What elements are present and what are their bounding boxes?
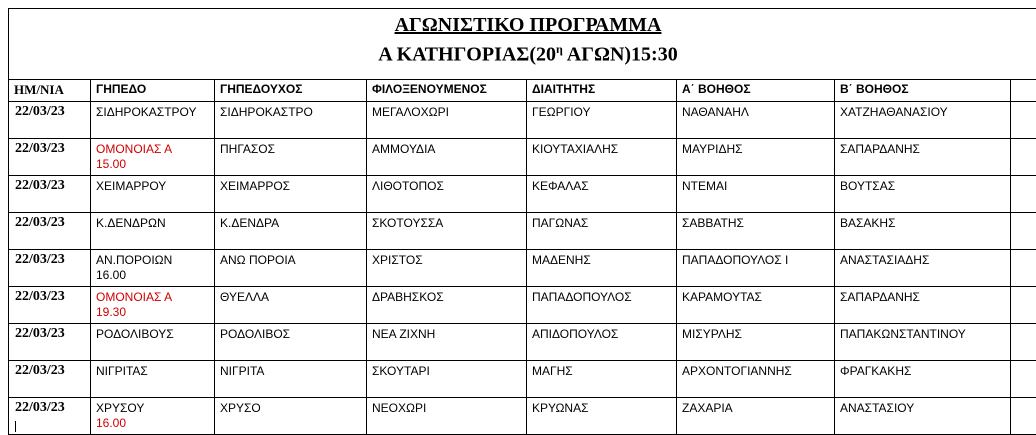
kickoff-time: 16.00 (96, 416, 214, 431)
venue-cell-text: ΟΜΟΝΟΙΑΣ Α (96, 142, 172, 156)
kickoff-time: 19.30 (96, 305, 214, 320)
away-team-cell (367, 361, 527, 398)
home-team-cell (215, 287, 367, 324)
referee-cell-text: ΚΡΥΩΝΑΣ (532, 401, 589, 415)
referee-cell-text: ΚΙΟΥΤΑΧΙΑΛΗΣ (532, 142, 618, 156)
extra-cell (1011, 139, 1036, 176)
venue-cell (91, 398, 215, 435)
venue-cell (91, 176, 215, 213)
away-team-cell (367, 250, 527, 287)
date-cell-text: 22/03/23 (15, 400, 65, 415)
venue-cell-text: ΟΜΟΝΟΙΑΣ Α (96, 290, 172, 304)
referee-cell (527, 250, 677, 287)
header-venue: ΓΗΠΕΔΟ (91, 80, 215, 102)
date-cell-text: 22/03/23 (15, 104, 65, 119)
assistant1-cell (677, 102, 835, 139)
text-cursor (15, 421, 16, 432)
date-cell (9, 361, 91, 398)
assistant2-cell-text: ΒΑΣΑΚΗΣ (840, 216, 896, 230)
home-team-cell-text: ΧΕΙΜΑΡΡΟΣ (220, 179, 290, 193)
referee-cell-text: ΚΕΦΑΛΑΣ (532, 179, 589, 193)
home-team-cell (215, 398, 367, 435)
kickoff-time: 15.00 (96, 157, 214, 172)
venue-cell-text: ΧΡΥΣΟΥ (96, 401, 144, 415)
assistant1-cell (677, 176, 835, 213)
referee-cell-text: ΜΑΔΕΝΗΣ (532, 253, 591, 267)
assistant2-cell (835, 287, 1011, 324)
date-cell (9, 176, 91, 213)
venue-cell-text: ΑΝ.ΠΟΡΟΙΩΝ (96, 253, 172, 267)
subtitle-post: ΑΓΩΝ)15:30 (563, 44, 678, 66)
referee-cell (527, 176, 677, 213)
away-team-cell-text: ΣΚΟΤΟΥΣΣΑ (372, 216, 443, 230)
header-extra (1011, 80, 1036, 102)
venue-cell (91, 139, 215, 176)
home-team-cell-text: ΘΥΕΛΛΑ (220, 290, 269, 304)
table-row (9, 176, 1036, 213)
table-row (9, 287, 1036, 324)
document-title: ΑΓΩΝΙΣΤΙΚΟ ΠΡΟΓΡΑΜΜΑ (9, 9, 1036, 36)
extra-cell (1011, 287, 1036, 324)
date-cell-text: 22/03/23 (15, 252, 65, 267)
header-assistant2: Β΄ ΒΟΗΘΟΣ (835, 80, 1011, 102)
extra-cell (1011, 102, 1036, 139)
assistant2-cell-text: ΦΡΑΓΚΑΚΗΣ (840, 364, 911, 378)
subtitle-pre: Α ΚΑΤΗΓΟΡΙΑΣ(20 (378, 44, 556, 66)
referee-cell (527, 213, 677, 250)
venue-cell (91, 361, 215, 398)
assistant2-cell (835, 250, 1011, 287)
assistant2-cell (835, 213, 1011, 250)
date-cell-text: 22/03/23 (15, 326, 65, 341)
away-team-cell-text: ΣΚΟΥΤΑΡΙ (372, 364, 430, 378)
away-team-cell (367, 287, 527, 324)
referee-cell (527, 361, 677, 398)
away-team-cell-text: ΝΕΑ ΖΙΧΝΗ (372, 327, 435, 341)
extra-cell (1011, 324, 1036, 361)
date-cell-text: 22/03/23 (15, 215, 65, 230)
away-team-cell-text: ΜΕΓΑΛΟΧΩΡΙ (372, 105, 449, 119)
assistant1-cell-text: ΚΑΡΑΜΟΥΤΑΣ (682, 290, 762, 304)
home-team-cell (215, 361, 367, 398)
away-team-cell (367, 139, 527, 176)
venue-cell (91, 324, 215, 361)
table-header-row (9, 80, 1036, 102)
assistant1-cell-text: ΝΑΘΑΝΑΗΛ (682, 105, 749, 119)
home-team-cell (215, 176, 367, 213)
subtitle-sup: η (556, 42, 563, 56)
venue-cell-text: ΡΟΔΟΛΙΒΟΥΣ (96, 327, 174, 341)
title-box (8, 8, 1036, 79)
assistant1-cell (677, 398, 835, 435)
schedule-document (8, 8, 1036, 435)
table-row (9, 250, 1036, 287)
assistant1-cell-text: ΜΑΥΡΙΔΗΣ (682, 142, 743, 156)
header-assistant1: Α΄ ΒΟΗΘΟΣ (677, 80, 835, 102)
assistant2-cell-text: ΑΝΑΣΤΑΣΙΑΔΗΣ (840, 253, 929, 267)
away-team-cell (367, 176, 527, 213)
assistant2-cell (835, 324, 1011, 361)
assistant2-cell-text: ΠΑΠΑΚΩΝΣΤΑΝΤΙΝΟΥ (840, 327, 966, 341)
assistant2-cell-text: ΧΑΤΖΗΑΘΑΝΑΣΙΟΥ (840, 105, 948, 119)
venue-cell-text: ΧΕΙΜΑΡΡΟΥ (96, 179, 166, 193)
home-team-cell (215, 102, 367, 139)
venue-cell (91, 102, 215, 139)
date-cell (9, 324, 91, 361)
assistant1-cell-text: ΖΑΧΑΡΙΑ (682, 401, 733, 415)
header-away: ΦΙΛΟΞΕΝΟΥΜΕΝΟΣ (367, 80, 527, 102)
home-team-cell-text: ΣΙΔΗΡΟΚΑΣΤΡΟ (220, 105, 313, 119)
referee-cell (527, 139, 677, 176)
home-team-cell (215, 213, 367, 250)
assistant2-cell-text: ΣΑΠΑΡΔΑΝΗΣ (840, 290, 920, 304)
date-cell (9, 398, 91, 435)
referee-cell-text: ΠΑΠΑΔΟΠΟΥΛΟΣ (532, 290, 632, 304)
away-team-cell (367, 398, 527, 435)
extra-cell (1011, 176, 1036, 213)
venue-cell-text: Κ.ΔΕΝΔΡΩΝ (96, 216, 166, 230)
home-team-cell-text: Κ.ΔΕΝΔΡΑ (220, 216, 279, 230)
date-cell (9, 102, 91, 139)
home-team-cell-text: ΑΝΩ ΠΟΡΟΙΑ (220, 253, 296, 267)
referee-cell (527, 287, 677, 324)
header-home: ΓΗΠΕΔΟΥΧΟΣ (215, 80, 367, 102)
date-cell (9, 213, 91, 250)
table-row (9, 324, 1036, 361)
assistant1-cell-text: ΣΑΒΒΑΤΗΣ (682, 216, 744, 230)
document-subtitle (9, 36, 1036, 68)
kickoff-time: 16.00 (96, 268, 214, 283)
header-referee: ΔΙΑΙΤΗΤΗΣ (527, 80, 677, 102)
date-cell-text: 22/03/23 (15, 141, 65, 156)
assistant1-cell (677, 250, 835, 287)
referee-cell-text: ΜΑΓΗΣ (532, 364, 573, 378)
extra-cell (1011, 361, 1036, 398)
assistant1-cell (677, 213, 835, 250)
away-team-cell-text: ΧΡΙΣΤΟΣ (372, 253, 423, 267)
venue-cell-text: ΝΙΓΡΙΤΑΣ (96, 364, 148, 378)
home-team-cell (215, 250, 367, 287)
assistant2-cell (835, 361, 1011, 398)
table-row (9, 139, 1036, 176)
assistant2-cell (835, 139, 1011, 176)
home-team-cell-text: ΡΟΔΟΛΙΒΟΣ (220, 327, 290, 341)
home-team-cell-text: ΠΗΓΑΣΟΣ (220, 142, 275, 156)
home-team-cell-text: ΧΡΥΣΟ (220, 401, 261, 415)
referee-cell-text: ΠΑΓΩΝΑΣ (532, 216, 588, 230)
away-team-cell-text: ΝΕΟΧΩΡΙ (372, 401, 426, 415)
extra-cell (1011, 213, 1036, 250)
referee-cell (527, 398, 677, 435)
assistant1-cell-text: ΠΑΠΑΔΟΠΟΥΛΟΣ Ι (682, 253, 788, 267)
away-team-cell-text: ΑΜΜΟΥΔΙΑ (372, 142, 435, 156)
assistant2-cell (835, 398, 1011, 435)
referee-cell (527, 324, 677, 361)
away-team-cell (367, 102, 527, 139)
referee-cell-text: ΑΠΙΔΟΠΟΥΛΟΣ (532, 327, 618, 341)
venue-cell (91, 287, 215, 324)
table-row (9, 398, 1036, 435)
away-team-cell-text: ΔΡΑΒΗΣΚΟΣ (372, 290, 444, 304)
assistant1-cell (677, 361, 835, 398)
assistant1-cell-text: ΜΙΣΥΡΛΗΣ (682, 327, 742, 341)
date-cell (9, 250, 91, 287)
assistant2-cell-text: ΒΟΥΤΣΑΣ (840, 179, 895, 193)
date-cell-text: 22/03/23 (15, 289, 65, 304)
assistant2-cell (835, 102, 1011, 139)
venue-cell (91, 213, 215, 250)
assistant1-cell-text: ΝΤΕΜΑΙ (682, 179, 727, 193)
header-date: ΗΜ/ΝΙΑ (9, 80, 91, 102)
schedule-table (8, 79, 1036, 435)
date-cell-text: 22/03/23 (15, 363, 65, 378)
table-row (9, 361, 1036, 398)
away-team-cell (367, 213, 527, 250)
referee-cell (527, 102, 677, 139)
extra-cell (1011, 398, 1036, 435)
table-row (9, 213, 1036, 250)
date-cell-text: 22/03/23 (15, 178, 65, 193)
referee-cell-text: ΓΕΩΡΓΙΟΥ (532, 105, 590, 119)
assistant1-cell-text: ΑΡΧΟΝΤΟΓΙΑΝΝΗΣ (682, 364, 792, 378)
assistant1-cell (677, 287, 835, 324)
assistant1-cell (677, 139, 835, 176)
home-team-cell-text: ΝΙΓΡΙΤΑ (220, 364, 264, 378)
table-row (9, 102, 1036, 139)
assistant2-cell (835, 176, 1011, 213)
away-team-cell-text: ΛΙΘΟΤΟΠΟΣ (372, 179, 444, 193)
away-team-cell (367, 324, 527, 361)
date-cell (9, 287, 91, 324)
date-cell (9, 139, 91, 176)
home-team-cell (215, 139, 367, 176)
home-team-cell (215, 324, 367, 361)
extra-cell (1011, 250, 1036, 287)
venue-cell (91, 250, 215, 287)
assistant2-cell-text: ΣΑΠΑΡΔΑΝΗΣ (840, 142, 920, 156)
venue-cell-text: ΣΙΔΗΡΟΚΑΣΤΡΟΥ (96, 105, 196, 119)
assistant2-cell-text: ΑΝΑΣΤΑΣΙΟΥ (840, 401, 914, 415)
assistant1-cell (677, 324, 835, 361)
